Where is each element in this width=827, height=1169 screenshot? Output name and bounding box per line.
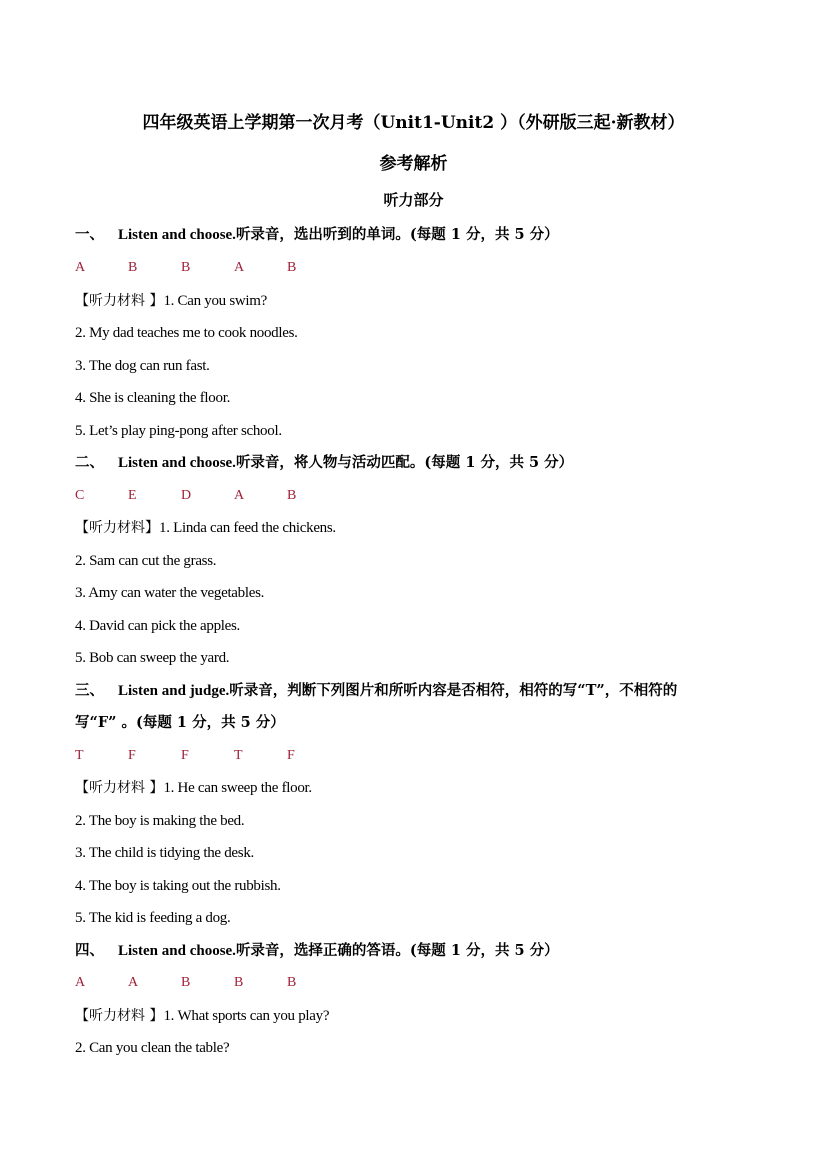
answer: E: [128, 488, 137, 503]
answer: T: [234, 748, 243, 763]
answer: F: [181, 748, 189, 763]
transcript-line: 2. Can you clean the table?: [75, 1040, 230, 1056]
answer: B: [287, 260, 297, 275]
answer-row: [75, 257, 340, 279]
transcript-line: 5. Bob can sweep the yard.: [75, 650, 230, 666]
answer: D: [181, 488, 192, 503]
transcript-line: 3. The child is tidying the desk.: [75, 845, 254, 861]
answer: B: [181, 260, 191, 275]
transcript-line: 【听力材料 】1. He can sweep the floor.: [75, 780, 312, 796]
transcript-line: 3. Amy can water the vegetables.: [75, 585, 265, 601]
transcript-line: 4. She is cleaning the floor.: [75, 390, 231, 406]
transcript-line: 2. Sam can cut the grass.: [75, 553, 217, 569]
transcript-line: 5. Let’s play ping-pong after school.: [75, 423, 282, 439]
transcript-line: 5. The kid is feeding a dog.: [75, 910, 231, 926]
section-heading: 一、 Listen and choose.听录音，选出听到的单词。(每题 1 分，共 5 分）: [75, 226, 559, 243]
answer-row: [75, 745, 340, 767]
answer-row: [75, 485, 340, 507]
answer: C: [75, 488, 85, 503]
answer: A: [75, 975, 86, 990]
answer: A: [75, 260, 86, 275]
document-subtitle: 参考解析: [379, 154, 448, 174]
answer: A: [234, 488, 245, 503]
answer: B: [128, 260, 138, 275]
answer: F: [128, 748, 136, 763]
transcript-line: 4. David can pick the apples.: [75, 618, 240, 634]
transcript-line: 【听力材料 】1. What sports can you play?: [75, 1008, 330, 1024]
transcript-line: 4. The boy is taking out the rubbish.: [75, 878, 281, 894]
answer: B: [287, 488, 297, 503]
section-heading: 四、 Listen and choose.听录音，选择正确的答语。(每题 1 分，共 5 分）: [75, 942, 559, 959]
transcript-line: 3. The dog can run fast.: [75, 358, 210, 374]
answer: A: [128, 975, 139, 990]
section-heading-continued: 写“F” 。(每题 1 分，共 5 分）: [75, 714, 285, 731]
transcript-line: 2. The boy is making the bed.: [75, 813, 245, 829]
section-heading: 二、 Listen and choose.听录音，将人物与活动匹配。(每题 1 分，共 5 分）: [75, 454, 574, 471]
answer: T: [75, 748, 84, 763]
document-title: 四年级英语上学期第一次月考（Unit1-Unit2 ）（外研版三起·新教材）: [142, 113, 685, 133]
answer: A: [234, 260, 245, 275]
answer: B: [287, 975, 297, 990]
answer-row: [75, 972, 340, 994]
answer: B: [234, 975, 244, 990]
answer: B: [181, 975, 191, 990]
transcript-line: 2. My dad teaches me to cook noodles.: [75, 325, 298, 341]
answer: F: [287, 748, 295, 763]
transcript-line: 【听力材料】1. Linda can feed the chickens.: [75, 520, 336, 536]
section-heading: 三、 Listen and judge.听录音，判断下列图片和所听内容是否相符，相符的写“T”，不相符的: [75, 682, 678, 699]
transcript-line: 【听力材料 】1. Can you swim?: [75, 293, 267, 309]
part-heading: 听力部分: [383, 191, 444, 209]
